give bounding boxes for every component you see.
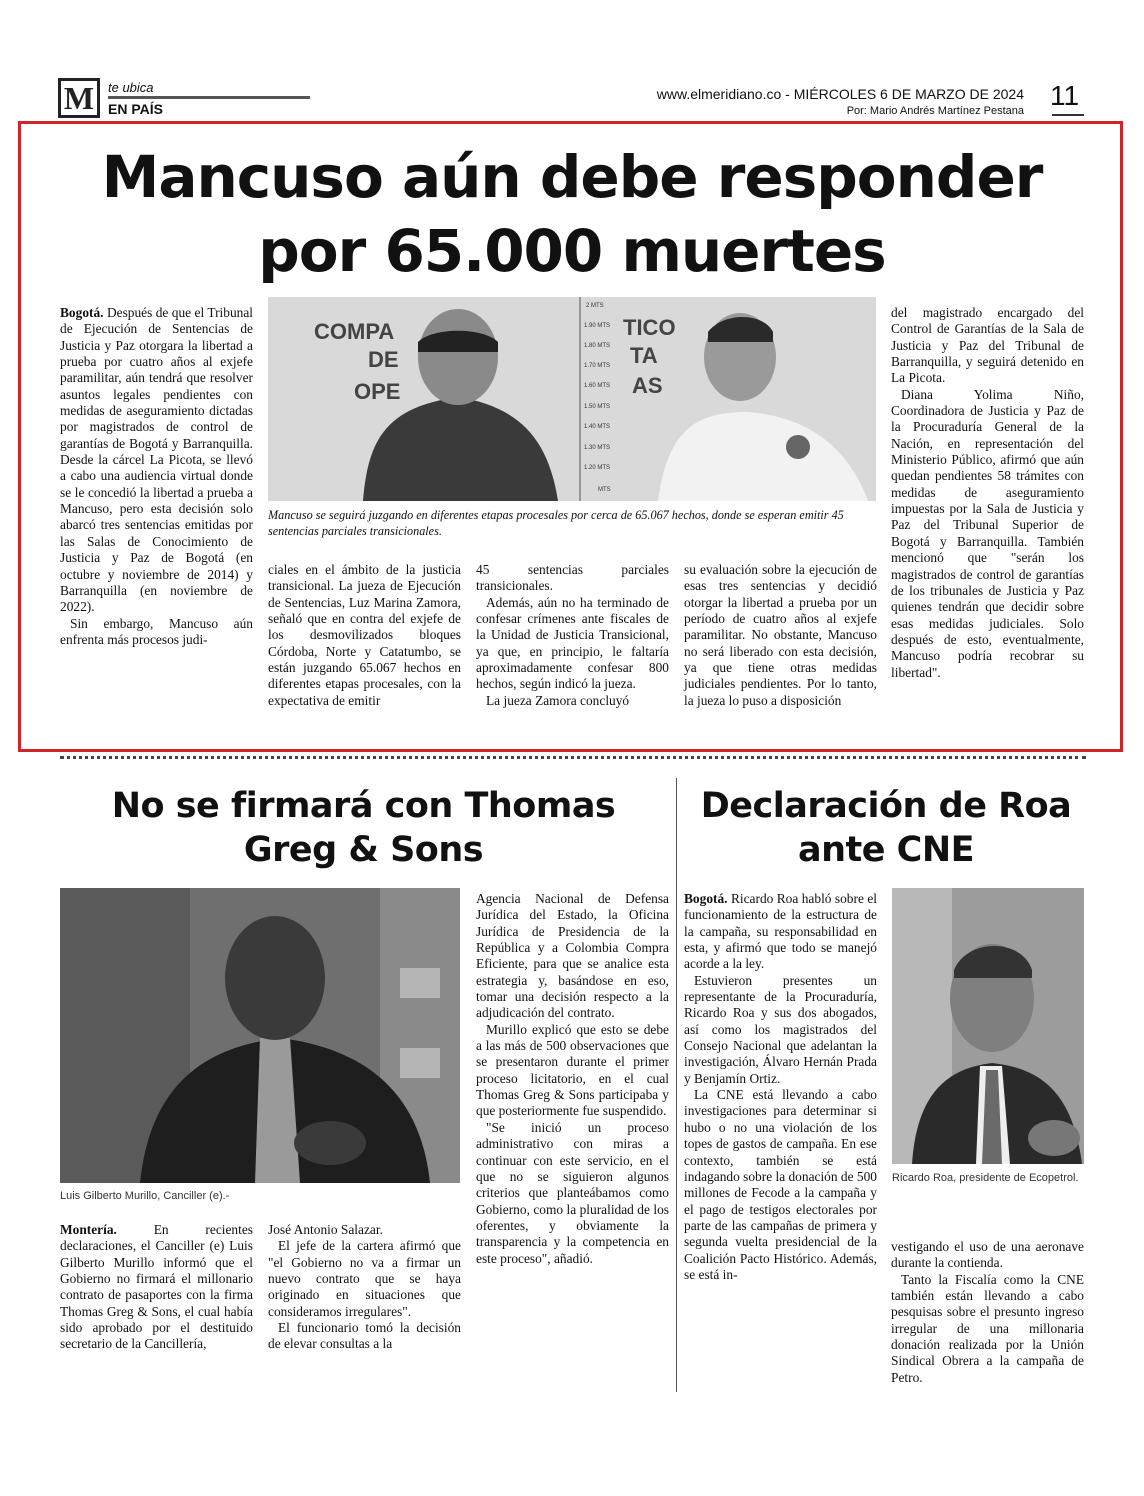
height-mark: 1.60 MTS	[584, 383, 611, 389]
page-number: 11	[1050, 80, 1080, 111]
paragraph-text: Después de que el Tribunal de Ejecución de Sentencias de Justicia y Paz otorgara la libertad a prueba por cuatro años al exjefe paramilitar, aún tendrá que resolver asuntos legales pendientes con medidas de aseguramiento dictadas por magistrados de control de garantías de Bogotá y Barranquilla. Desde la cárcel La Picota, se llevó a cabo una audiencia virtual donde se le concedió la libertad a prueba a Mancuso, pero esta decisión solo abarcó tres sentencias emitidas por las Salas de Conocimiento de Justicia y Paz de Bogotá (en octubre y noviembre de 2014) y Barranquilla (en noviembre de 2022).	[60, 305, 253, 615]
wall-text: OPE	[354, 379, 401, 404]
murillo-photo-illustration	[60, 888, 460, 1183]
paragraph-text: Ricardo Roa habló sobre el funcionamiento de la estructura de la campaña, su responsabilidad en esta, y afirmó que todo se manejó acorde a la ley.	[684, 891, 877, 972]
height-mark: 2 MTS	[586, 303, 604, 309]
wall-text: COMPA	[314, 319, 395, 344]
paragraph: Murillo explicó que esto se debe a las más de 500 observaciones que se presentaron durante el primer proceso licitatorio, en el cual Thomas Greg & Sons participaba y que posteriormente fue suspendido.	[476, 1021, 669, 1119]
roa-photo	[892, 888, 1084, 1164]
mancuso-photo-illustration	[268, 297, 876, 501]
paragraph	[684, 891, 877, 973]
roa-column-1	[684, 891, 877, 1283]
paragraph: Además, aún no ha terminado de confesar crímenes ante fiscales de la Unidad de Justicia Transicional, ya que, en principio, le faltaría aproximadamente confesar 800 hechos, según indicó la jueza.	[476, 594, 669, 692]
paragraph: "Se inició un proceso administrativo con miras a continuar con este servicio, en el que no se siguieron algunos criterios que planteábamos como Gobierno, como la pluralidad de los oferentes, y obviamente la transparencia y la competencia en este proceso", añadió.	[476, 1119, 669, 1266]
header-rule	[108, 96, 310, 99]
paragraph: Diana Yolima Niño, Coordinadora de Justicia y Paz de la Procuraduría General de la Nación, en representación del Ministerio Público, afirmó que aún quedan pendientes 58 trámites con medidas de aseguramiento impuestas por la Sala de Justicia y Paz del Tribunal Superior de Bogotá y Barranquilla. También mencionó que "serán los magistrados de control de garantías de los tribunales de Justicia y Paz quienes tendrán que decidir sobre esas medidas judiciales. Solo después de esto, eventualmente, Mancuso podría recobrar su libertad".	[891, 386, 1084, 680]
main-article-column-3	[476, 562, 669, 709]
paragraph: del magistrado encargado del Control de Garantías de la Sala de Justicia y Paz del Tribunal de Barranquilla, y seguirá detenido en La Picota.	[891, 305, 1084, 386]
paragraph: su evaluación sobre la ejecución de esas tres sentencias y decidió otorgar la libertad a prueba por un período de cuatro años al exjefe paramilitar. No obstante, Mancuso no será liberado con esta decisión, ya que tiene otras medidas judiciales pendientes. Por lo tanto, la jueza lo puso a disposición	[684, 562, 877, 708]
main-photo-caption: Mancuso se seguirá juzgando en diferentes etapas procesales por cerca de 65.067 hechos, donde se esperan emitir 45 sentencias parciales transicionales.	[268, 508, 844, 538]
main-article-column-4	[684, 562, 877, 709]
main-headline: Mancuso aún debe responder por 65.000 muertes	[101, 143, 1043, 285]
height-mark: 1.90 MTS	[584, 323, 611, 329]
wall-text: AS	[632, 373, 663, 398]
roa-column-2	[891, 1239, 1084, 1386]
paragraph: 45 sentencias parciales transicionales.	[476, 562, 669, 594]
paragraph: El jefe de la cartera afirmó que "el Gobierno no va a firmar un nuevo contrato que se haya originado en situaciones que consideramos irregulares".	[268, 1238, 461, 1319]
mancuso-photo	[268, 297, 876, 501]
column-divider	[676, 778, 677, 1392]
thomas-greg-headline: No se firmará con Thomas Greg & Sons	[111, 786, 616, 870]
paragraph: Estuvieron presentes un representante de la Procuraduría, Ricardo Roa y sus dos abogados, así como los magistrados del Consejo Nacional que adelantan la investigación, Álvaro Hernán Prada y Benjamín Ortiz.	[684, 972, 877, 1086]
paragraph-text: En recientes declaraciones, el Canciller (e) Luis Gilberto Murillo informó que el Gobierno no firmará el millonario contrato de pasaportes con la firma Thomas Greg & Sons, el cual había sido aprobado por el destituido secretario de la Cancillería,	[60, 1222, 253, 1352]
newspaper-logo: M	[58, 78, 100, 118]
thomas-greg-column-1	[60, 1222, 253, 1353]
main-article-column-2	[268, 562, 461, 709]
roa-photo-illustration	[892, 888, 1084, 1164]
paragraph	[60, 1222, 253, 1353]
height-mark: 1.80 MTS	[584, 343, 611, 349]
logo-tagline: te ubica	[108, 80, 154, 95]
wall-text: TICO	[623, 315, 676, 340]
dateline: www.elmeridiano.co - MIÉRCOLES 6 DE MARZO DE 2024	[656, 86, 1024, 102]
paragraph: ciales en el ámbito de la justicia transicional. La jueza de Ejecución de Sentencias, Luz Marina Zamora, señaló que en contra del exjefe de los desmovilizados bloques Córdoba, Norte y Catatumbo, se están juzgando 65.067 hechos en diferentes etapas procesales, con la expectativa de emitir	[268, 562, 461, 708]
wall-text: TA	[630, 343, 658, 368]
wall-text: DE	[368, 347, 399, 372]
paragraph: Sin embargo, Mancuso aún enfrenta más procesos judi-	[60, 615, 253, 647]
dateline-lead: Bogotá.	[60, 305, 104, 320]
paragraph: La jueza Zamora concluyó	[486, 692, 630, 708]
murillo-photo-caption: Luis Gilberto Murillo, Canciller (e).-	[60, 1190, 230, 1202]
main-article-column-5	[891, 305, 1084, 681]
height-mark: MTS	[598, 487, 611, 493]
height-mark: 1.50 MTS	[584, 404, 611, 410]
paragraph: La CNE está llevando a cabo investigaciones para determinar si hubo o no una violación de los topes de gastos de campaña. En ese contexto, también se está indagando sobre la donación de 500 millones de Fecode a la campaña y el pago de testigos electorales por parte de las campañas de primera y segunda vuelta presidencial de la Coalición Pacto Histórico. Además, se está in-	[684, 1087, 877, 1282]
paragraph: vestigando el uso de una aeronave durante la contienda.	[891, 1239, 1084, 1271]
dateline-lead: Montería.	[60, 1222, 117, 1237]
height-mark: 1.70 MTS	[584, 363, 611, 369]
thomas-greg-column-2	[268, 1222, 461, 1353]
section-divider	[60, 756, 1086, 760]
byline: Por: Mario Andrés Martínez Pestana	[846, 105, 1024, 117]
section-name: EN PAÍS	[108, 101, 163, 117]
paragraph: Tanto la Fiscalía como la CNE también están llevando a cabo pesquisas sobre el presunto ingreso irregular de una millonaria donación realizada por la Unión Sindical Obrera a la campaña de Petro.	[891, 1271, 1084, 1385]
paragraph: Agencia Nacional de Defensa Jurídica del Estado, la Oficina Jurídica de Presidencia de la República y a Colombia Compra Eficiente, para que se analice esta estrategia y, basándose en eso, tomar una decisión respecto a la adjudicación del contrato.	[476, 891, 669, 1021]
thomas-greg-column-3	[476, 891, 669, 1267]
height-mark: 1.30 MTS	[584, 445, 611, 451]
height-mark: 1.40 MTS	[584, 424, 611, 430]
murillo-photo	[60, 888, 460, 1183]
paragraph	[60, 305, 253, 616]
height-mark: 1.20 MTS	[584, 465, 611, 471]
paragraph: El funcionario tomó la decisión de elevar consultas a la	[268, 1320, 461, 1352]
dateline-lead: Bogotá.	[684, 891, 728, 906]
roa-headline: Declaración de Roa ante CNE	[700, 786, 1072, 870]
main-article-column-1	[60, 305, 253, 648]
page-number-rule	[1052, 114, 1084, 116]
roa-photo-caption: Ricardo Roa, presidente de Ecopetrol.	[892, 1172, 1079, 1184]
paragraph: José Antonio Salazar.	[268, 1222, 383, 1237]
